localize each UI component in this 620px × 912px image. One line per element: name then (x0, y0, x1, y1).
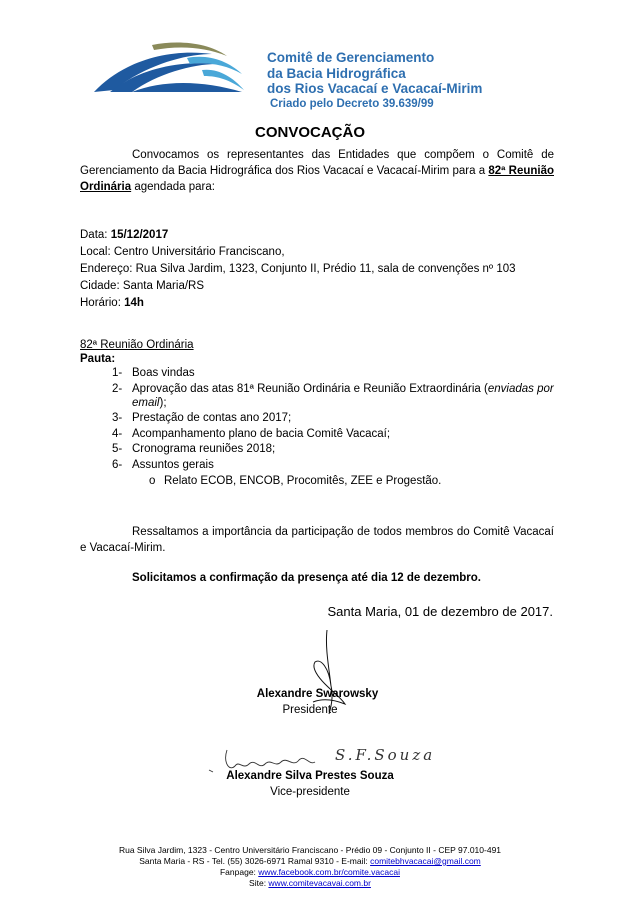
wave-logo-icon (92, 40, 262, 100)
intro-paragraph (80, 147, 554, 195)
item-number: 3- (112, 412, 123, 424)
date-line (80, 227, 516, 244)
item-text (132, 382, 557, 410)
list-item (112, 382, 557, 410)
svg-text:S.F.Souza: S.F.Souza (335, 746, 436, 764)
org-name (267, 50, 482, 112)
date-value: 15/12/2017 (110, 229, 169, 241)
sub-item-text: Relato ECOB, ENCOB, Procomitês, ZEE e Progestão. (164, 474, 442, 487)
time-line (80, 295, 516, 312)
place-date: Santa Maria, 01 de dezembro de 2017. (327, 604, 553, 619)
intro-tail: agendada para: (131, 181, 215, 193)
item-number: 2- (112, 382, 123, 395)
vice-president-name: Alexandre Silva Prestes Souza (226, 770, 394, 782)
footer-address: Rua Silva Jardim, 1323 - Centro Universitário Franciscano - Prédio 09 - Conjunto II - CEP 97.010-491 (118, 845, 502, 855)
item-number: 1- (112, 367, 123, 379)
pauta-label: Pauta: (80, 353, 116, 365)
time-value: 14h (124, 297, 144, 309)
site-link[interactable]: www.comitevacavai.com.br (268, 878, 371, 888)
meeting-highlight: 82ª Reunião Ordinária (80, 165, 554, 193)
item-number: 4- (112, 427, 123, 440)
sub-list-item (149, 474, 557, 488)
item-text: Prestação de contas ano 2017; (132, 412, 292, 424)
fanpage-link[interactable]: www.facebook.com.br/comite.vacacai (258, 867, 400, 877)
site-label: Site: (249, 878, 269, 888)
closing-paragraph (80, 524, 554, 556)
document-title: CONVOCAÇÃO (254, 124, 365, 141)
org-line-1: Comitê de Gerenciamento (267, 50, 435, 65)
president-name: Alexandre Swarowsky (256, 688, 379, 700)
closing-text: Ressaltamos a importância da participação de todos membros do Comitê Vacacaí e Vacacaí-Mirim. (80, 526, 554, 554)
city-line: Cidade: Santa Maria/RS (80, 280, 205, 292)
intro-text: Convocamos os representantes das Entidades que compõem o Comitê de Gerenciamento da Bacia Hidrográfica dos Rios Vacacaí e Vacacaí-Mirim para a (80, 149, 554, 177)
address-line: Endereço: Rua Silva Jardim, 1323, Conjunto II, Prédio 11, sala de convenções nº 103 (80, 263, 516, 275)
list-item (112, 411, 557, 425)
local-line: Local: Centro Universitário Franciscano, (80, 246, 285, 258)
agenda-header (80, 338, 194, 366)
item-number: 6- (112, 458, 123, 471)
item-text-main: Aprovação das atas 81ª Reunião Ordinária e Reunião Extraordinária ( (132, 382, 488, 395)
footer-site (0, 878, 620, 889)
org-line-2: da Bacia Hidrográfica (267, 65, 406, 81)
email-link[interactable]: comitebhvacacai@gmail.com (370, 856, 481, 866)
item-text-tail: ); (159, 396, 167, 409)
item-text: Assuntos gerais (132, 458, 214, 471)
list-item (112, 366, 557, 380)
vice-president-role: Vice-presidente (270, 786, 350, 798)
decree-line: Criado pelo Decreto 39.639/99 (270, 97, 434, 110)
time-label: Horário: (80, 297, 125, 309)
fanpage-label: Fanpage: (219, 867, 259, 877)
confirmation-request: Solicitamos a confirmação da presença até dia 12 de dezembro. (132, 572, 481, 584)
footer-contact-text: Santa Maria - RS - Tel. (55) 3026-6971 Ramal 9310 - E-mail: (139, 856, 371, 866)
item-text: Cronograma reuniões 2018; (132, 443, 276, 455)
president-signature (0, 686, 620, 718)
item-number: 5- (112, 443, 123, 455)
footer-contact (0, 856, 620, 867)
list-item (112, 458, 557, 472)
item-text: Acompanhamento plano de bacia Comitê Vacacaí; (132, 427, 391, 440)
item-text: Boas vindas (132, 367, 195, 379)
list-item (112, 442, 557, 456)
footer-fanpage (0, 867, 620, 878)
bullet-icon: o (149, 474, 156, 487)
meeting-details (80, 227, 516, 312)
agenda-list (112, 366, 557, 488)
meeting-name: 82ª Reunião Ordinária (80, 339, 194, 351)
page-footer (0, 845, 620, 889)
committee-logo (92, 40, 262, 100)
item-text-italic: enviadas por email (132, 382, 554, 409)
date-label: Data: (80, 229, 111, 241)
vice-president-signature (0, 768, 620, 800)
president-role: Presidente (282, 704, 338, 716)
list-item (112, 427, 557, 441)
org-line-3: dos Rios Vacacaí e Vacacaí-Mirim (267, 81, 483, 96)
